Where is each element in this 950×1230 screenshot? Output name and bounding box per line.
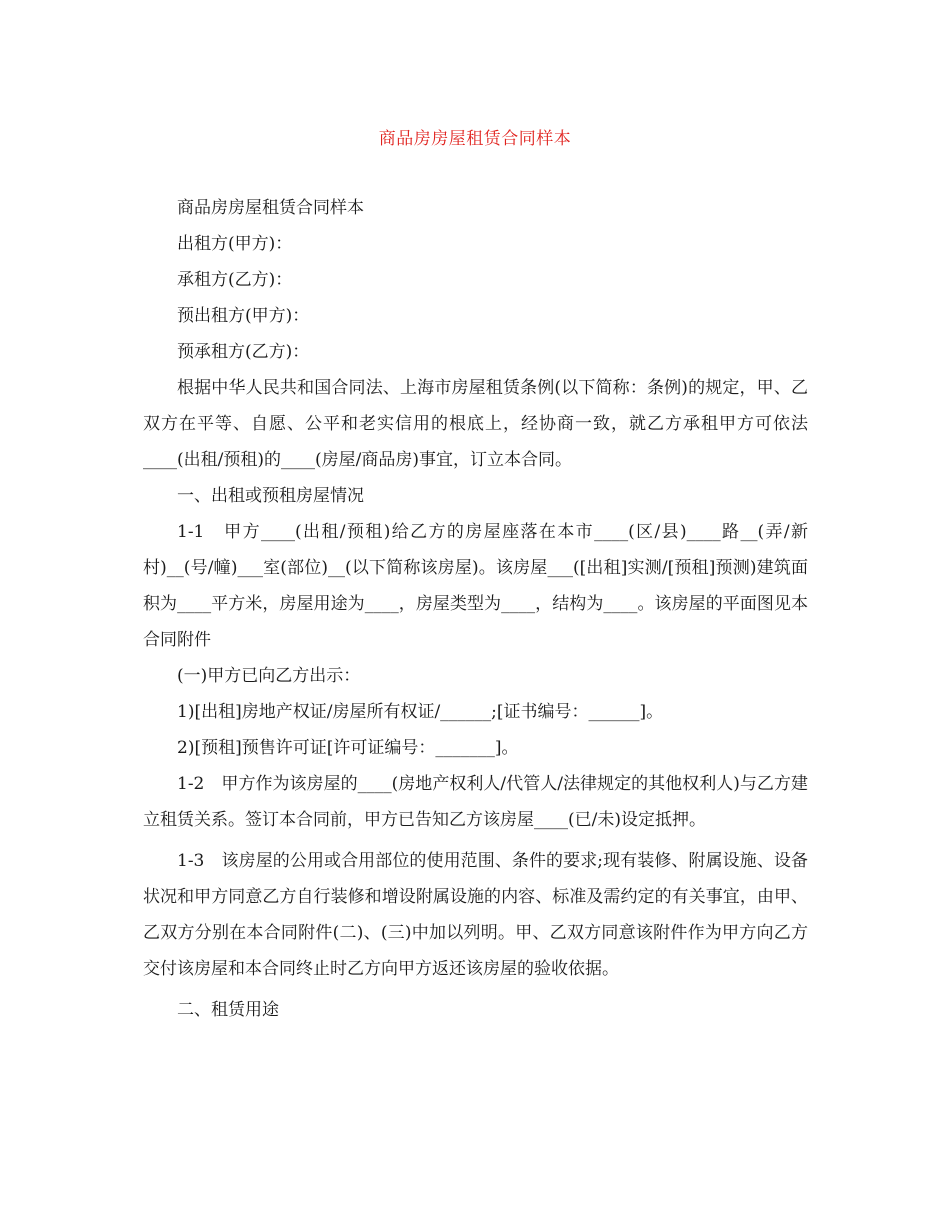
clause-1-3: 1-3 该房屋的公用或合用部位的使用范围、条件的要求;现有装修、附属设施、设备状况和甲方同意乙方自行装修和增设附属设施的内容、标准及需约定的有关事宜，由甲、乙双方分别在本合同附件(二)、(三)中加以列明。甲、乙双方同意该附件作为甲方向乙方交付该房屋和本合同终止时乙方向甲方返还该房屋的验收依据。 [143, 851, 808, 979]
document-title: 商品房房屋租赁合同样本 [378, 129, 572, 149]
section-heading-1: 一、出租或预租房屋情况 [177, 486, 364, 506]
paragraph-lessee: 承租方(乙方)： [177, 270, 293, 290]
clause-1-1-sub: (一)甲方已向乙方出示： [177, 666, 361, 686]
document-body [143, 190, 808, 1028]
paragraph-pre-lessor: 预出租方(甲方)： [177, 306, 310, 326]
clause-1-1: 1-1 甲方____(出租/预租)给乙方的房屋座落在本市____(区/县)____路__(弄/新村)__(号/幢)___室(部位)__(以下简称该房屋)。该房屋___([出租]实测/[预租]预测)建筑面积为____平方米，房屋用途为____，房屋类型为____，结构为____。该房屋的平面图见本合同附件 [143, 522, 808, 650]
paragraph-pre-lessee: 预承租方(乙方)： [177, 342, 310, 362]
clause-1-1-item-1: 1)[出租]房地产权证/房屋所有权证/______;[证书编号：______]。 [177, 702, 664, 722]
section-heading-2: 二、租赁用途 [177, 1000, 279, 1020]
clause-1-2: 1-2 甲方作为该房屋的____(房地产权利人/代管人/法律规定的其他权利人)与乙方建立租赁关系。签订本合同前，甲方已告知乙方该房屋____(已/未)设定抵押。 [143, 774, 808, 830]
clause-1-1-item-2: 2)[预租]预售许可证[许可证编号：_______]。 [177, 738, 519, 758]
paragraph-heading: 商品房房屋租赁合同样本 [177, 198, 364, 218]
paragraph-preamble: 根据中华人民共和国合同法、上海市房屋租赁条例(以下简称：条例)的规定，甲、乙双方在平等、自愿、公平和老实信用的根底上，经协商一致，就乙方承租甲方可依法____(出租/预租)的____(房屋/商品房)事宜，订立本合同。 [143, 378, 808, 470]
paragraph-lessor: 出租方(甲方)： [177, 234, 293, 254]
